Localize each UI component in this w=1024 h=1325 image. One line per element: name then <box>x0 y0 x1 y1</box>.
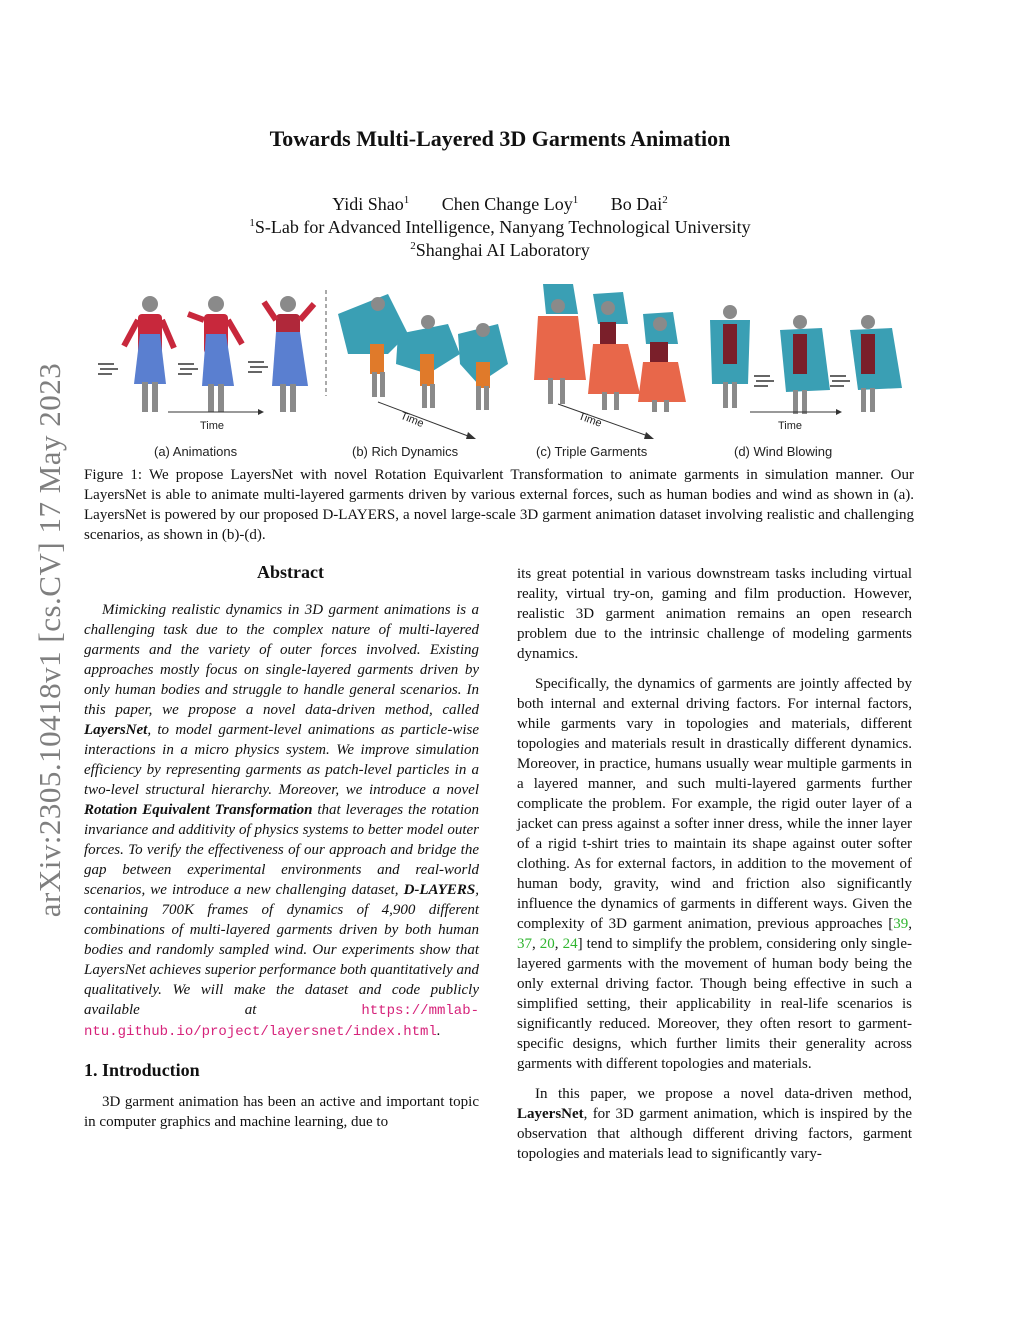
author-sup: 1 <box>572 194 579 206</box>
citation-link[interactable]: 20 <box>539 936 555 952</box>
figure-1 <box>88 284 918 464</box>
intro-paragraph-1-left: 3D garment animation has been an active and important topic in computer graphics and machine learning, due to <box>84 1094 479 1130</box>
affiliation-text: Shanghai AI Laboratory <box>415 240 590 260</box>
abstract-text-2: , to model garment-level animations as particle-wise interactions in a micro physics system. We improve simulation efficiency by representing garments as patch-level particles in a two-level structural hierarchy. Moreover, we introduce a novel <box>84 722 479 798</box>
author-3 <box>611 194 668 214</box>
affiliation-1 <box>0 217 1000 238</box>
intro-p2-text-b: ] tend to simplify the problem, considering only single-layered garments with the movement of human body being the only external driving factor. Though being effective in such a simplified setting, their applicability in real-life scenarios is significantly reduced. Moreover, they often resort to garment-specific designs, which further limits their generality across garments with different topologies and materials. <box>517 936 912 1072</box>
author-sup: 1 <box>403 194 410 206</box>
abstract-bold-layersnet: LayersNet <box>84 722 148 738</box>
intro-paragraph-3 <box>517 1084 912 1164</box>
affiliation-sup: 2 <box>410 240 416 252</box>
affiliation-text: S-Lab for Advanced Intelligence, Nanyang Technological University <box>254 217 751 237</box>
time-label-b: Time <box>398 409 426 431</box>
author-sup: 2 <box>662 194 668 206</box>
abstract-heading: Abstract <box>257 562 324 582</box>
citation-link[interactable]: 39 <box>893 916 909 932</box>
abstract-end: . <box>436 1023 441 1039</box>
author-2 <box>442 194 578 214</box>
intro-paragraph-2: Specifically, the dynamics of garments are jointly affected by both internal and external driving factors. For internal factors, while garments vary in topologies and materials, different topologies and materials result in drastically different dynamics. Moreover, in practice, humans usually wear multiple garments in a layered manner, and such multi-layered garments further complicate the problem. For example, the rigid outer layer of a jacket can press against a softer inner dress, while the inner layer of a rigid t-shirt tries to maintain its shape against outer softer clothing. As for external factors, in addition to the movement of human body, gravity, wind and friction also significantly influence the dynamics of garments in different ways. Given the complexity of 3D garment animation, previous approaches [39, 37, 20, 24] tend to simplify the problem, considering only single-layered garments with the movement of human body being the only external driving factor. Though being effective in such a simplified setting, their applicability in real-life scenarios is significantly reduced. Moreover, they often resort to garment-specific designs, which further limits their generality across garments with different topologies and materials. <box>517 676 912 1072</box>
author-name: Bo Dai <box>610 194 663 214</box>
figure-caption: Figure 1: We propose LayersNet with novel Rotation Equivarlent Transformation to animate garments in simulation manner. Our LayersNet is able to animate multi-layered garments driven by various external forces, such as human bodies and wind as shown in (a). LayersNet is powered by our proposed D-LAYERS, a novel large-scale 3D garment animation dataset involving realistic and challenging scenarios, as shown in (b)-(d). <box>84 467 914 543</box>
affiliation-2 <box>0 240 1000 261</box>
right-column <box>517 564 912 1174</box>
paper-title: Towards Multi-Layered 3D Garments Animation <box>269 126 731 151</box>
author-1 <box>332 194 409 214</box>
intro-bold-layersnet: LayersNet <box>517 1106 584 1122</box>
time-label-a: Time <box>200 420 225 432</box>
panel-label-b: (b) Rich Dynamics <box>352 444 459 459</box>
author-name: Chen Change Loy <box>441 194 573 214</box>
arxiv-stamp: arXiv:2305.10418v1 [cs.CV] 17 May 2023 <box>32 362 67 918</box>
citation-link[interactable]: 37 <box>517 936 532 952</box>
abstract <box>84 600 479 1042</box>
author-name: Yidi Shao <box>332 194 404 214</box>
intro-paragraph-1-right: its great potential in various downstream tasks including virtual reality, virtual try-on, gaming and film production. However, realistic 3D garment animation remains an open research problem due to the intrinsic challenge of modeling garments dynamics. <box>517 566 912 662</box>
author-list <box>0 194 1000 215</box>
abstract-text-3: that leverages the rotation invariance and additivity of physics systems to better model outer forces. To verify the effectiveness of our approach and bridge the gap between experimental environments and real-world scenarios, we introduce a new challenging dataset, <box>84 802 479 898</box>
time-label-d: Time <box>778 420 803 432</box>
panel-label-d: (d) Wind Blowing <box>734 444 833 459</box>
introduction-heading: 1. Introduction <box>84 1060 200 1080</box>
panel-d-figures <box>710 305 902 415</box>
abstract-text-4: , containing 700K frames of dynamics of 4,900 different combinations of multi-layered garments driven by both human bodies and randomly sampled wind. Our experiments show that LayersNet achieves superior performance both quantitatively and qualitatively. We will make the dataset and code publicly available at <box>84 882 479 1018</box>
panel-c-figures <box>534 284 686 439</box>
project-link[interactable]: https://mmlab-ntu.github.io/project/layersnet/index.html <box>84 1003 479 1040</box>
abstract-bold-dlayers: D-LAYERS <box>403 882 476 898</box>
time-label-c: Time <box>576 410 604 430</box>
intro-p2-text-a: Specifically, the dynamics of garments are jointly affected by both internal and external driving factors. For internal factors, while garments vary in topologies and materials, different topologies and materials result in drastically different dynamics. Moreover, in practice, humans usually wear multiple garments in a layered manner, and such multi-layered garments further complicate the problem. For example, the rigid outer layer of a jacket can press against a softer inner dress, while the inner layer of a rigid t-shirt tries to maintain its shape against outer softer clothing. As for external factors, in addition to the movement of human body, gravity, wind and friction also significantly influence the dynamics of garments in different ways. Given the complexity of 3D garment animation, previous approaches [ <box>517 676 912 932</box>
abstract-text-1: Mimicking realistic dynamics in 3D garment animations is a challenging task due to the complex nature of multi-layered garments and the variety of outer forces involved. Existing approaches mostly focus on single-layered garments driven by only human bodies and struggle to handle general scenarios. In this paper, we propose a novel data-driven method, called <box>84 602 479 718</box>
intro-p3-text-b: , for 3D garment animation, which is inspired by the observation that although different driving factors, garment topologies and materials lead to significantly vary- <box>517 1106 912 1162</box>
affiliation-sup: 1 <box>249 217 255 229</box>
panel-label-c: (c) Triple Garments <box>536 444 648 459</box>
panel-label-a: (a) Animations <box>154 444 238 459</box>
panel-a-figures <box>98 296 314 415</box>
citation-link[interactable]: 24 <box>562 936 578 952</box>
left-column <box>84 562 479 1142</box>
abstract-bold-ret: Rotation Equivalent Transformation <box>84 802 313 818</box>
intro-p3-text-a: In this paper, we propose a novel data-driven method, <box>535 1086 912 1102</box>
abstract-text <box>84 600 479 1042</box>
